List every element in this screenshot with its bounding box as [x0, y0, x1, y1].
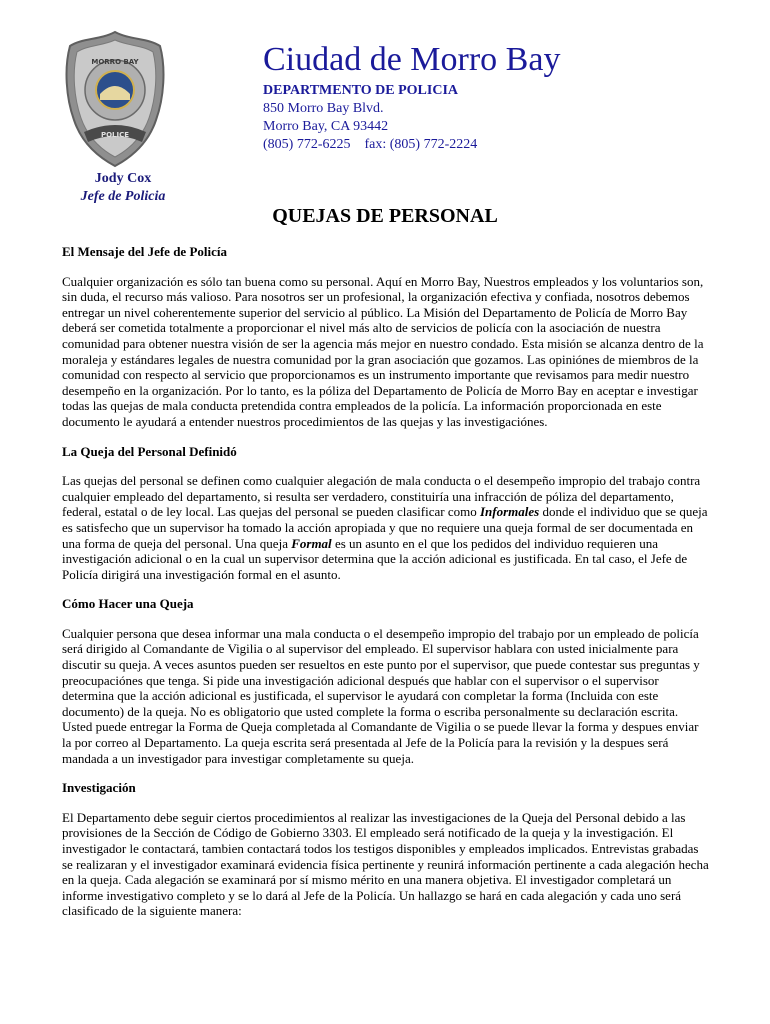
chief-title: Jefe de Policia	[80, 189, 166, 204]
section-heading-how-to: Cómo Hacer una Queja	[62, 596, 194, 612]
document-body	[62, 244, 710, 933]
chief-block	[60, 170, 186, 206]
chief-name: Jody Cox	[94, 171, 152, 186]
phone-fax: (805) 772-6225 fax: (805) 772-2224	[263, 137, 478, 152]
address-line-2: Morro Bay, CA 93442	[263, 119, 389, 134]
section-heading-investigation: Investigación	[62, 780, 136, 796]
term-formal: Formal	[291, 535, 332, 551]
section-text-investigation: El Departamento debe seguir ciertos procedimientos al realizar las investigaciones de la Queja del Personal debido a las provisiones de la Sección de Código de Gobierno 3303. El empleado será notificado de la queja y la investigación. El investigador le contactará, tambien contactará todos los testigos disponibles y empleados implicados. Entrevistas grabadas se realizaran y el investigador examinará evidencia física pertinente y reunirá información pertinente a cada alegación hecha en la queja. Cada alegación se examinará por sí mismo mérito en una manera objetiva. El investigador completará un informe investigativo completo y se lo dará al Jefe de la Policía. Un hallazgo se hará en cada alegación y cada uno será clasificado de la siguiente manera:	[62, 809, 709, 919]
badge-bottom-text: POLICE	[100, 131, 130, 139]
section-heading-definition: La Queja del Personal Definidó	[62, 443, 237, 459]
definition-text-part: donde el individuo que se queja es satisfecho que un supervisor ha tomado la acción apropiada y que no requiere una queja formal de ser documentada en una forma de queja del personal. Una queja	[62, 504, 708, 551]
letterhead	[263, 40, 560, 154]
address-line-1: 850 Morro Bay Blvd.	[263, 101, 384, 116]
section-text-how-to: Cualquier persona que desea informar una mala conducta o el desempeño impropio del trabajo por un empleado de policía será dirigido al Comandante de Vigilia o al supervisor del empleado. El supervisor hablara con usted inicialmente para discutir su queja. A veces asuntos pueden ser resueltos en este punto por el supervisor, que puede contestar sus preguntas y preocupaciónes que tenga. Si pide una investigación adicional después que hablar con el supervisor o el supervisor determina que la acción adicional es justificada, el supervisor le ayudará con completar la forma (Incluida con este documento) de la queja. No es obligatorio que usted complete la forma o escriba personalmente su declaración escrita. Usted puede entregar la Forma de Queja completada al Comandante de Vigilia o se puede llevar la forma y despues enviar la por correo al Departamento. La queja escrita será presentada al Jefe de la Policía para la revisión y la despues será mandada a un investigador para investigar completamente su queja.	[62, 625, 700, 766]
department-name: DEPARTMENTO DE POLICIA	[263, 83, 459, 98]
definition-text-part: es un asunto en el que los pedidos del individuo requieren una investigación adicional o en la cual un supervisor determina que la acción adicional es justificada. En tal caso, el Jefe de Policía dirigirá una investigación formal en el asunto.	[62, 535, 688, 582]
police-badge-logo	[60, 28, 170, 168]
definition-text-part: Las quejas del personal se definen como cualquier alegación de mala conducta o el desempeño impropio del trabajo contra cualquier empleado del departamento, si resulta ser verdadero, constituiría una infracción de póliza del departamento, federal, estatal o de ley local. Las quejas del personal se pueden clasificar como	[62, 473, 701, 520]
badge-top-text: MORRO BAY	[91, 58, 139, 66]
section-heading-message: El Mensaje del Jefe de Policía	[62, 244, 227, 259]
section-text-message: Cualquier organización es sólo tan buena como su personal. Aquí en Morro Bay, Nuestros empleados y los voluntarios son, sin duda, el recurso más valioso. Para nosotros ser un profesional, la organización efectiva y confiada, nosotros debemos entregar un nivel coherentemente superior del servicio al público. La Misión del Departamento de Policía de Morro Bay deberá ser cometida totalmente a proporcionar el nivel más alto de servicios de policía con la asociación de nuestra comunidad para obtener nuestra visión de ser la agencia más mejor en nuestro condado. Esta misión se alcanza dentro de la moraleja y estándares legales de nuestra comunidad por la gran asociación que gozamos. Las opiniónes de miembros de la comunidad con respecto al servicio que proporcionamos es un instrumento importante que revisamos para medir nuestro desempeño en la organización. Por lo tanto, es la póliza del Departamento de Policía de Morro Bay en aceptar e investigar todas las quejas de mala conducta pretendida contra empleados de la policía. La información proporcionada en este documento le ayudará a entender nuestros procedimientos de las quejas y las investigaciónes.	[62, 273, 704, 429]
term-informal: Informales	[480, 504, 540, 520]
section-text-definition	[62, 473, 710, 582]
document-title: QUEJAS DE PERSONAL	[272, 205, 498, 227]
city-name: Ciudad de Morro Bay	[263, 41, 561, 78]
